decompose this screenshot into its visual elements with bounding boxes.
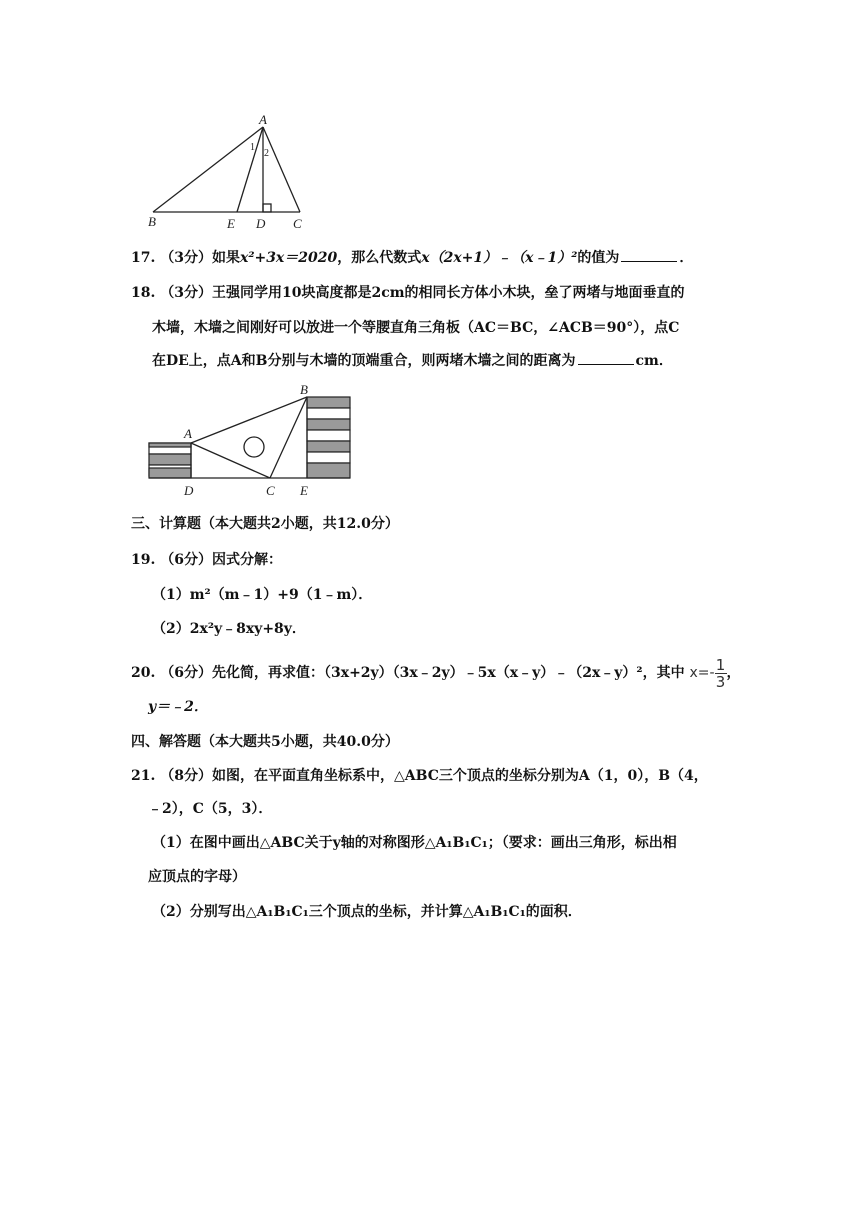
- q21-part-1-a: （1）在图中画出△ABC关于y轴的对称图形△A₁B₁C₁；（要求：画出三角形，标出相: [152, 835, 677, 851]
- section-4-title: [131, 732, 399, 752]
- q18-line-1: 王强同学用10块高度都是2cm的相同长方体小木块，垒了两堵与地面垂直的: [211, 285, 685, 301]
- wooden-walls-figure: [140, 380, 360, 502]
- question-17: [131, 247, 693, 268]
- q20-x-equals: x=-: [689, 665, 715, 681]
- q17-expression-2: x（2x+1）﹣（x﹣1）²: [421, 250, 578, 266]
- q19-number: 19.: [131, 552, 156, 568]
- question-18-line-1: [131, 283, 685, 303]
- label-C: C: [266, 483, 275, 498]
- q21-part-1-b: 应顶点的字母）: [148, 869, 246, 885]
- label-D: D: [256, 216, 266, 231]
- question-20-line-2: [148, 697, 208, 717]
- q17-score: （3分）: [160, 250, 212, 266]
- section-3-title-text: 三、计算题（本大题共2小题，共12.0分）: [131, 516, 399, 532]
- q20-line-2: y＝﹣2．: [148, 699, 208, 715]
- section-3-title: [131, 514, 399, 534]
- q20-text: 先化简，再求值：（3x+2y）（3x﹣2y）﹣5x（x﹣y）﹣（2x﹣y）²，其中: [211, 665, 685, 681]
- question-21-line-1: [131, 766, 708, 786]
- q18-score: （3分）: [160, 285, 212, 301]
- q20-comma: ，: [726, 665, 741, 681]
- q20-fraction: [715, 655, 727, 691]
- label-B: B: [148, 214, 156, 229]
- q20-number: 20.: [131, 665, 156, 681]
- question-20: [131, 653, 741, 693]
- question-19-part-2: [152, 619, 306, 639]
- label-B: B: [300, 382, 308, 397]
- label-A: A: [184, 426, 192, 441]
- q20-fraction-numerator: 1: [715, 655, 726, 674]
- label-angle-2: 2: [264, 148, 269, 159]
- q21-line-1: 如图，在平面直角坐标系中，△ABC三个顶点的坐标分别为A（1，0），B（4，: [211, 768, 708, 784]
- q17-text-a: 如果: [211, 250, 240, 266]
- q18-answer-blank[interactable]: [578, 350, 634, 365]
- section-4-title-text: 四、解答题（本大题共5小题，共40.0分）: [131, 734, 399, 750]
- q18-line-3: 在DE上，点A和B分别与木墙的顶端重合，则两堵木墙之间的距离为: [152, 353, 576, 369]
- q17-text-c: 的值为: [577, 250, 620, 266]
- q21-part-2: （2）分别写出△A₁B₁C₁三个顶点的坐标，并计算△A₁B₁C₁的面积．: [152, 904, 582, 920]
- q17-number: 17.: [131, 250, 156, 266]
- triangle-figure-1: [140, 110, 320, 235]
- question-21-line-2: [148, 799, 272, 819]
- q21-number: 21.: [131, 768, 156, 784]
- question-18-line-3: [152, 350, 673, 371]
- q18-unit: cm．: [635, 353, 673, 369]
- q21-line-2: ﹣2），C（5，3）．: [148, 801, 273, 817]
- question-21-part-1-a: [152, 833, 677, 853]
- q18-line-2: 木墙，木墙之间刚好可以放进一个等腰直角三角板（AC＝BC，∠ACB＝90°），点C: [152, 320, 680, 336]
- q21-score: （8分）: [160, 768, 212, 784]
- label-E: E: [227, 216, 235, 231]
- q17-text-b: ，那么代数式: [337, 250, 422, 266]
- question-19: [131, 550, 282, 570]
- q20-fraction-denominator: 3: [715, 672, 726, 691]
- question-21-part-1-b: [148, 867, 246, 887]
- q17-answer-blank[interactable]: [621, 247, 677, 262]
- label-angle-1: 1: [250, 142, 255, 153]
- q19-score: （6分）: [160, 552, 212, 568]
- q17-expression: x²+3x＝2020: [239, 250, 338, 266]
- q18-number: 18.: [131, 285, 156, 301]
- q19-text: 因式分解：: [211, 552, 282, 568]
- label-A: A: [259, 112, 267, 127]
- label-C: C: [293, 216, 302, 231]
- question-19-part-1: [152, 585, 372, 605]
- q19-part-1: （1）m²（m﹣1）+9（1﹣m）．: [152, 587, 373, 603]
- q17-end: ．: [679, 250, 694, 266]
- label-D: D: [184, 483, 194, 498]
- q20-score: （6分）: [160, 665, 212, 681]
- q19-part-2: （2）2x²y﹣8xy+8y．: [152, 621, 306, 637]
- question-18-line-2: [152, 318, 679, 338]
- question-21-part-2: [152, 902, 582, 922]
- label-E: E: [300, 483, 308, 498]
